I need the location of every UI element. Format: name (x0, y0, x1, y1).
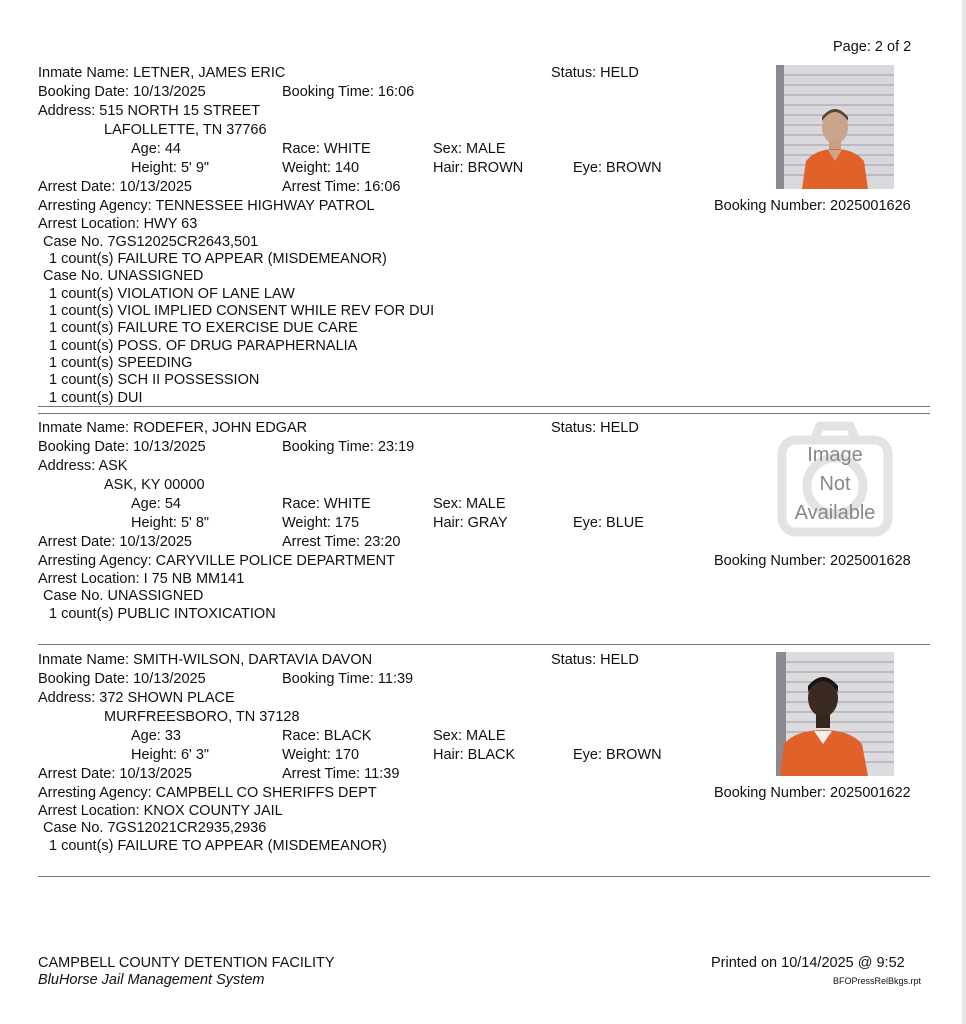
age: Age: 54 (131, 496, 181, 512)
race: Race: WHITE (282, 141, 371, 157)
section-divider (38, 644, 930, 645)
charge-line: 1 count(s) DUI (49, 390, 143, 406)
charge-line: 1 count(s) VIOLATION OF LANE LAW (49, 286, 295, 302)
no-image-text: Not (819, 473, 851, 495)
mugshot-photo (776, 65, 894, 189)
address-line-1: Address: ASK (38, 458, 128, 474)
case-number: Case No. UNASSIGNED (43, 268, 204, 284)
case-number: Case No. 7GS12021CR2935,2936 (43, 820, 267, 836)
eye: Eye: BROWN (573, 747, 662, 763)
address-line-2: MURFREESBORO, TN 37128 (104, 709, 300, 725)
system-name: BluHorse Jail Management System (38, 972, 265, 988)
charge-line: 1 count(s) FAILURE TO EXERCISE DUE CARE (49, 320, 358, 336)
hair: Hair: BLACK (433, 747, 516, 763)
charge-line: 1 count(s) FAILURE TO APPEAR (MISDEMEANOR) (49, 838, 387, 854)
mugshot-image (776, 65, 894, 189)
arrest-date: Arrest Date: 10/13/2025 (38, 766, 192, 782)
booking-date: Booking Date: 10/13/2025 (38, 671, 206, 687)
hair: Hair: BROWN (433, 160, 524, 176)
charge-line: 1 count(s) POSS. OF DRUG PARAPHERNALIA (49, 338, 358, 354)
mugshot-image (776, 652, 894, 776)
inmate-status: Status: HELD (551, 65, 639, 81)
height: Height: 5' 9" (131, 160, 210, 176)
charge-line: 1 count(s) FAILURE TO APPEAR (MISDEMEANOR) (49, 251, 387, 267)
arrest-date: Arrest Date: 10/13/2025 (38, 179, 192, 195)
printed-timestamp: Printed on 10/14/2025 @ 9:52 (711, 955, 905, 971)
age: Age: 44 (131, 141, 181, 157)
weight: Weight: 140 (282, 160, 360, 176)
charge-line: 1 count(s) SPEEDING (49, 355, 193, 371)
page-number: Page: 2 of 2 (833, 39, 912, 55)
case-number: Case No. UNASSIGNED (43, 588, 204, 604)
report-filename: BFOPressRelBkgs.rpt (833, 976, 922, 986)
charge-line: 1 count(s) PUBLIC INTOXICATION (49, 606, 276, 622)
facility-name: CAMPBELL COUNTY DETENTION FACILITY (38, 955, 335, 971)
section-divider (38, 406, 930, 407)
arrest-location: Arrest Location: KNOX COUNTY JAIL (38, 803, 283, 819)
arresting-agency: Arresting Agency: TENNESSEE HIGHWAY PATROL (38, 198, 375, 214)
booking-date: Booking Date: 10/13/2025 (38, 439, 206, 455)
sex: Sex: MALE (433, 728, 506, 744)
height: Height: 6' 3" (131, 747, 210, 763)
arrest-location: Arrest Location: HWY 63 (38, 216, 198, 232)
height: Height: 5' 8" (131, 515, 210, 531)
inmate-name: Inmate Name: LETNER, JAMES ERIC (38, 65, 286, 81)
race: Race: BLACK (282, 728, 372, 744)
no-image-text: Image (807, 444, 863, 466)
eye: Eye: BROWN (573, 160, 662, 176)
booking-number: Booking Number: 2025001628 (714, 553, 911, 569)
weight: Weight: 175 (282, 515, 360, 531)
arrest-date: Arrest Date: 10/13/2025 (38, 534, 192, 550)
arrest-time: Arrest Time: 16:06 (282, 179, 401, 195)
section-divider (38, 876, 930, 877)
address-line-1: Address: 372 SHOWN PLACE (38, 690, 235, 706)
address-line-2: LAFOLLETTE, TN 37766 (104, 122, 267, 138)
page-edge (962, 0, 966, 1024)
race: Race: WHITE (282, 496, 371, 512)
booking-time: Booking Time: 23:19 (282, 439, 415, 455)
sex: Sex: MALE (433, 141, 506, 157)
age: Age: 33 (131, 728, 181, 744)
arresting-agency: Arresting Agency: CAMPBELL CO SHERIFFS DEPT (38, 785, 377, 801)
section-divider (38, 413, 930, 414)
address-line-2: ASK, KY 00000 (104, 477, 205, 493)
image-not-available-placeholder (776, 420, 894, 544)
inmate-name: Inmate Name: RODEFER, JOHN EDGAR (38, 420, 308, 436)
charge-line: 1 count(s) VIOL IMPLIED CONSENT WHILE REV FOR DUI (49, 303, 435, 319)
case-number: Case No. 7GS12025CR2643,501 (43, 234, 259, 250)
booking-time: Booking Time: 11:39 (282, 671, 414, 687)
arrest-location: Arrest Location: I 75 NB MM141 (38, 571, 245, 587)
booking-number: Booking Number: 2025001626 (714, 198, 911, 214)
booking-number: Booking Number: 2025001622 (714, 785, 911, 801)
address-line-1: Address: 515 NORTH 15 STREET (38, 103, 261, 119)
eye: Eye: BLUE (573, 515, 644, 531)
arresting-agency: Arresting Agency: CARYVILLE POLICE DEPARTMENT (38, 553, 395, 569)
mugshot-photo (776, 652, 894, 776)
charge-line: 1 count(s) SCH II POSSESSION (49, 372, 260, 388)
sex: Sex: MALE (433, 496, 506, 512)
arrest-time: Arrest Time: 23:20 (282, 534, 401, 550)
inmate-status: Status: HELD (551, 420, 639, 436)
no-image-text: Available (794, 502, 876, 524)
inmate-name: Inmate Name: SMITH-WILSON, DARTAVIA DAVON (38, 652, 373, 668)
booking-time: Booking Time: 16:06 (282, 84, 415, 100)
weight: Weight: 170 (282, 747, 360, 763)
booking-date: Booking Date: 10/13/2025 (38, 84, 206, 100)
arrest-time: Arrest Time: 11:39 (282, 766, 400, 782)
inmate-status: Status: HELD (551, 652, 639, 668)
hair: Hair: GRAY (433, 515, 508, 531)
